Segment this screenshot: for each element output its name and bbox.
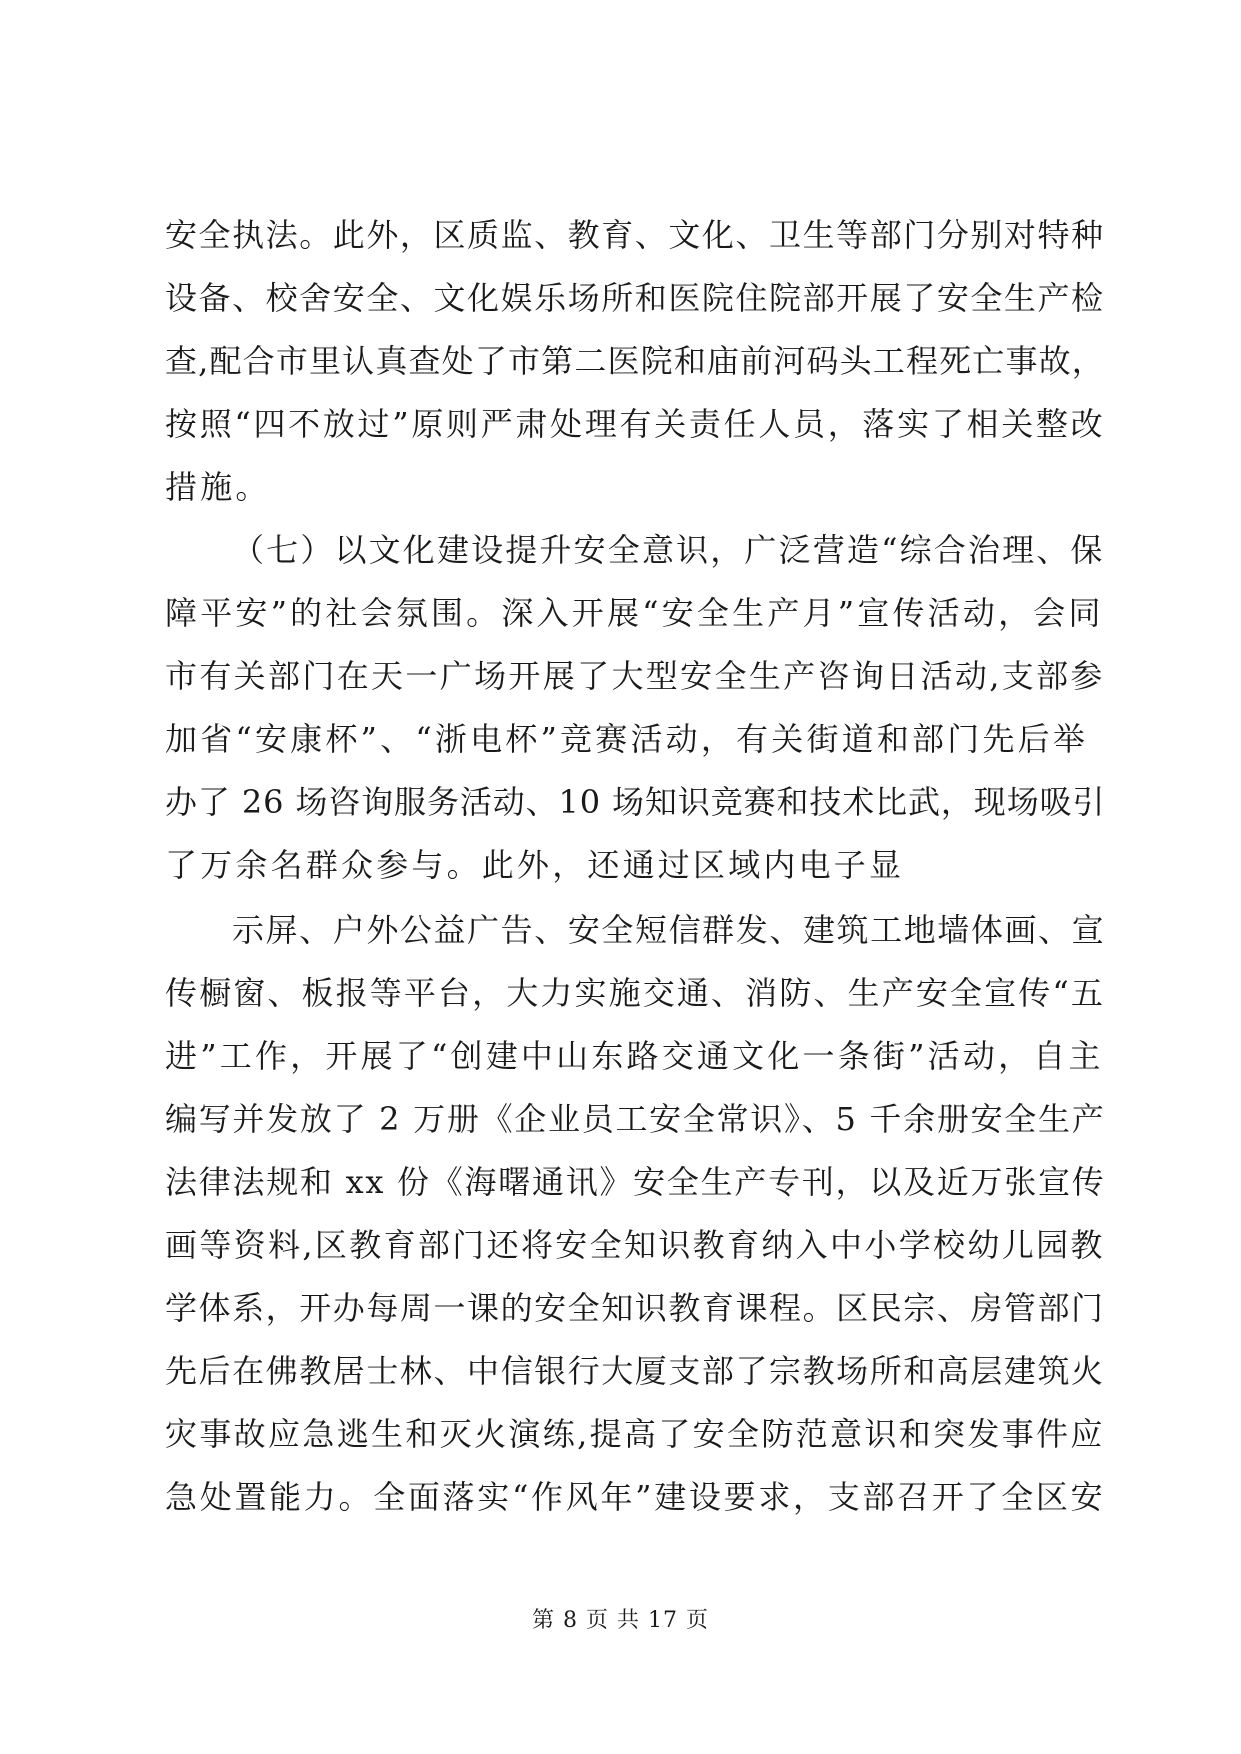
body-line: 市有关部门在天一广场开展了大型安全生产咨询日活动,支部参 xyxy=(165,657,1105,695)
body-line: 措施。 xyxy=(165,468,271,506)
body-line: 障平安”的社会氛围。深入开展“安全生产月”宣传活动，会同 xyxy=(165,594,1104,632)
body-line: 学体系，开办每周一课的安全知识教育课程。区民宗、房管部门 xyxy=(165,1289,1105,1327)
body-line: 传橱窗、板报等平台，大力实施交通、消防、生产安全宣传“五 xyxy=(165,974,1105,1012)
body-line: 先后在佛教居士林、中信银行大厦支部了宗教场所和高层建筑火 xyxy=(165,1352,1105,1390)
body-line: 查,配合市里认真查处了市第二医院和庙前河码头工程死亡事故， xyxy=(165,342,1105,380)
body-line: 灾事故应急逃生和灭火演练,提高了安全防范意识和突发事件应 xyxy=(165,1415,1105,1453)
body-line: 按照“四不放过”原则严肃处理有关责任人员，落实了相关整改 xyxy=(165,405,1106,443)
page-number-footer: 第 8 页 共 17 页 xyxy=(532,1608,709,1633)
body-line: 编写并发放了 2 万册《企业员工安全常识》、5 千余册安全生产 xyxy=(165,1100,1106,1138)
body-line: 加省“安康杯”、“浙电杯”竞赛活动，有关街道和部门先后举 xyxy=(165,720,1089,758)
body-line: 急处置能力。全面落实“作风年”建设要求，支部召开了全区安 xyxy=(165,1478,1106,1516)
body-line: （七）以文化建设提升安全意识，广泛营造“综合治理、保 xyxy=(232,531,1105,569)
body-line: 示屏、户外公益广告、安全短信群发、建筑工地墙体画、宣 xyxy=(232,911,1106,949)
body-line: 办了 26 场咨询服务活动、10 场知识竞赛和技术比武，现场吸引 xyxy=(165,783,1106,821)
body-line: 设备、校舍安全、文化娱乐场所和医院住院部开展了安全生产检 xyxy=(165,279,1105,317)
body-line: 安全执法。此外，区质监、教育、文化、卫生等部门分别对特种 xyxy=(165,216,1105,254)
body-line: 进”工作，开展了“创建中山东路交通文化一条街”活动，自主 xyxy=(165,1037,1104,1075)
body-line: 了万余名群众参与。此外，还通过区域内电子显 xyxy=(165,846,905,884)
body-line: 法律法规和 xx 份《海曙通讯》安全生产专刊，以及近万张宣传 xyxy=(165,1163,1106,1201)
body-line: 画等资料,区教育部门还将安全知识教育纳入中小学校幼儿园教 xyxy=(165,1226,1105,1264)
